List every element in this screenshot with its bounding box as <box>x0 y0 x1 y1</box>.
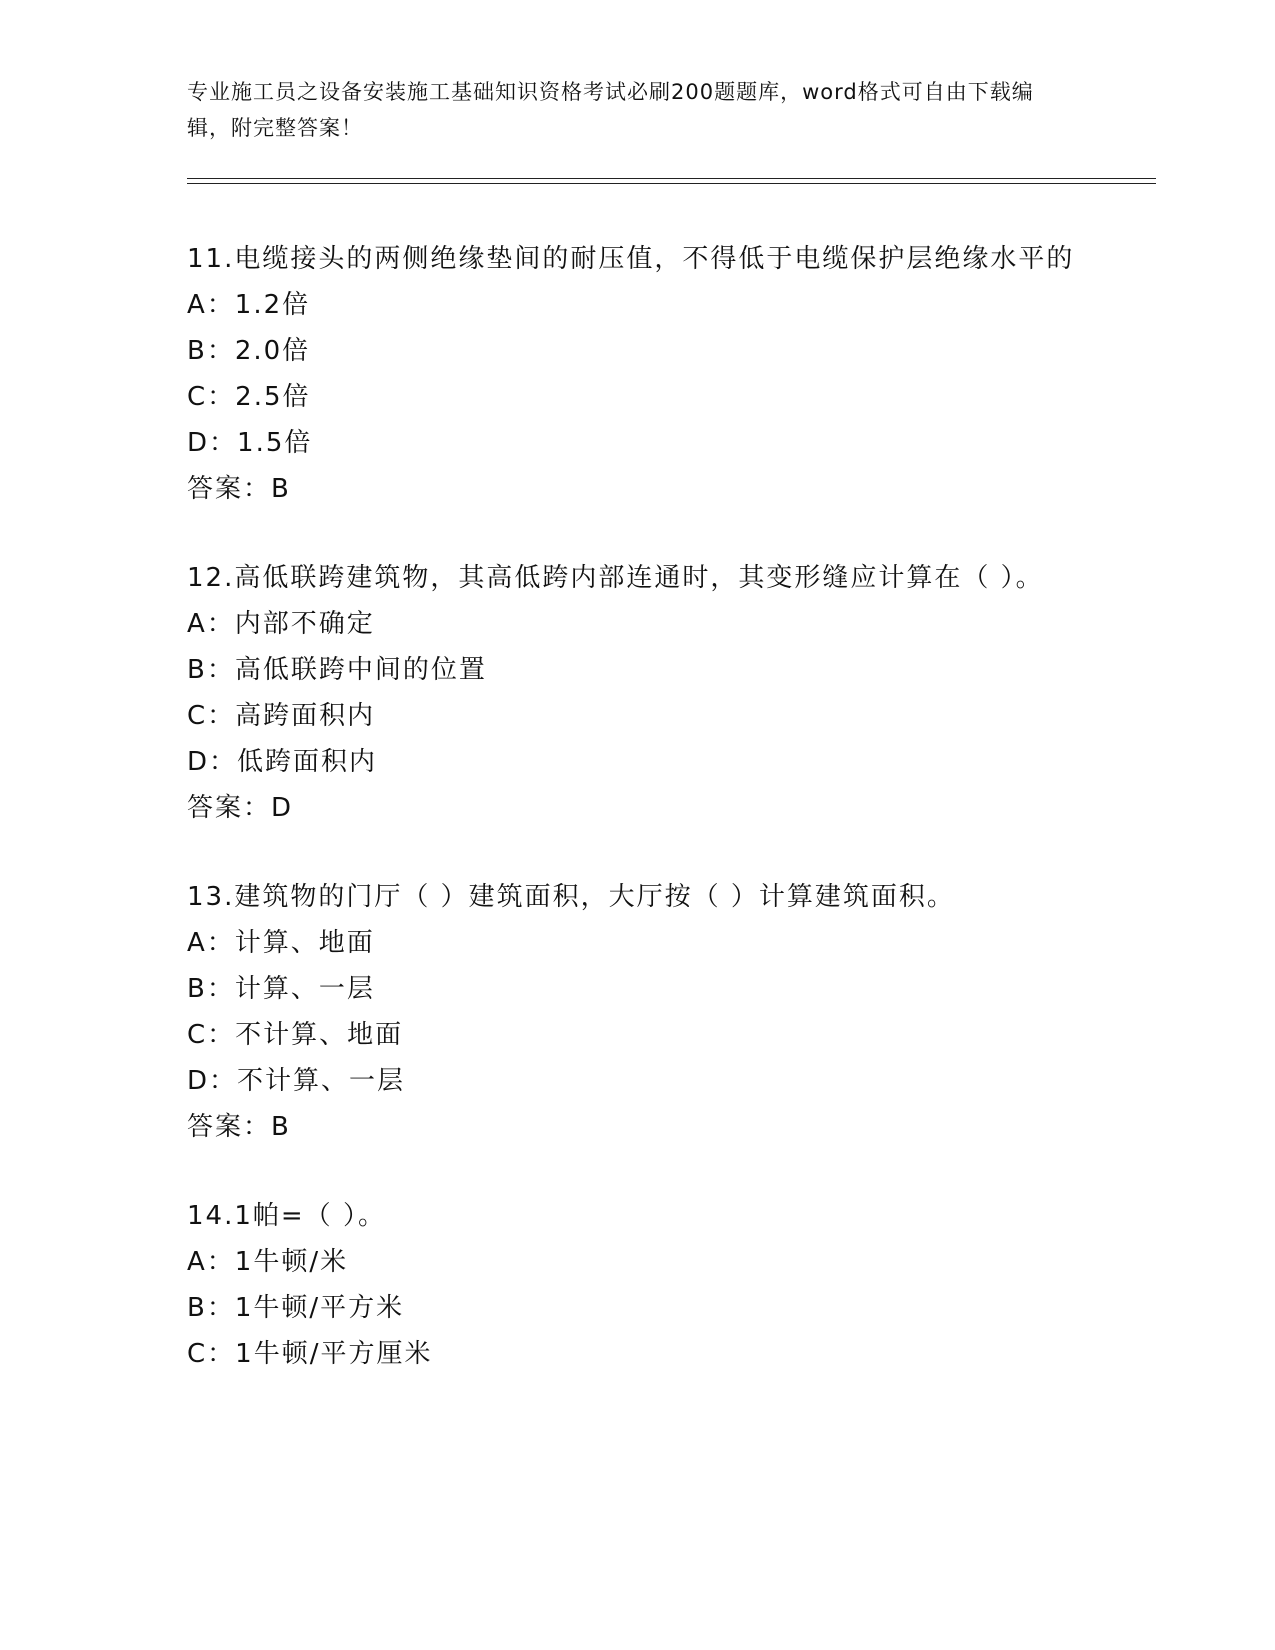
question-stem: 14.1帕=（ ）。 <box>187 1201 386 1231</box>
question-11 <box>187 236 1077 512</box>
option-a: A：内部不确定 <box>187 609 375 639</box>
answer-line: 答案：B <box>187 474 291 504</box>
spacer <box>187 512 1077 555</box>
option-b: B：高低联跨中间的位置 <box>187 655 487 685</box>
option-c: C：不计算、地面 <box>187 1020 404 1050</box>
question-stem: 12.高低联跨建筑物，其高低跨内部连通时，其变形缝应计算在（ ）。 <box>187 563 1044 593</box>
option-d: D：1.5倍 <box>187 428 313 458</box>
option-d: D：不计算、一层 <box>187 1066 406 1096</box>
answer-line: 答案：D <box>187 793 294 823</box>
question-stem: 13.建筑物的门厅（ ）建筑面积，大厅按（ ）计算建筑面积。 <box>187 882 955 912</box>
option-c: C：2.5倍 <box>187 382 311 412</box>
question-12 <box>187 555 1077 831</box>
option-b: B：2.0倍 <box>187 336 311 366</box>
spacer <box>187 831 1077 874</box>
option-c: C：高跨面积内 <box>187 701 376 731</box>
question-list <box>187 236 1077 1377</box>
document-header: 专业施工员之设备安装施工基础知识资格考试必刷200题题库，word格式可自由下载编辑，附完整答案！ <box>187 80 1034 140</box>
header-divider-top <box>187 178 1156 179</box>
option-b: B：计算、一层 <box>187 974 375 1004</box>
header-divider-bottom <box>187 183 1156 184</box>
spacer <box>187 1150 1077 1193</box>
question-14 <box>187 1193 1077 1377</box>
option-a: A：1.2倍 <box>187 290 311 320</box>
question-stem: 11.电缆接头的两侧绝缘垫间的耐压值，不得低于电缆保护层绝缘水平的 <box>187 244 1075 274</box>
option-c: C：1牛顿/平方厘米 <box>187 1339 433 1369</box>
option-a: A：计算、地面 <box>187 928 375 958</box>
option-b: B：1牛顿/平方米 <box>187 1293 405 1323</box>
option-a: A：1牛顿/米 <box>187 1247 349 1277</box>
option-d: D：低跨面积内 <box>187 747 378 777</box>
question-13 <box>187 874 1077 1150</box>
answer-line: 答案：B <box>187 1112 291 1142</box>
